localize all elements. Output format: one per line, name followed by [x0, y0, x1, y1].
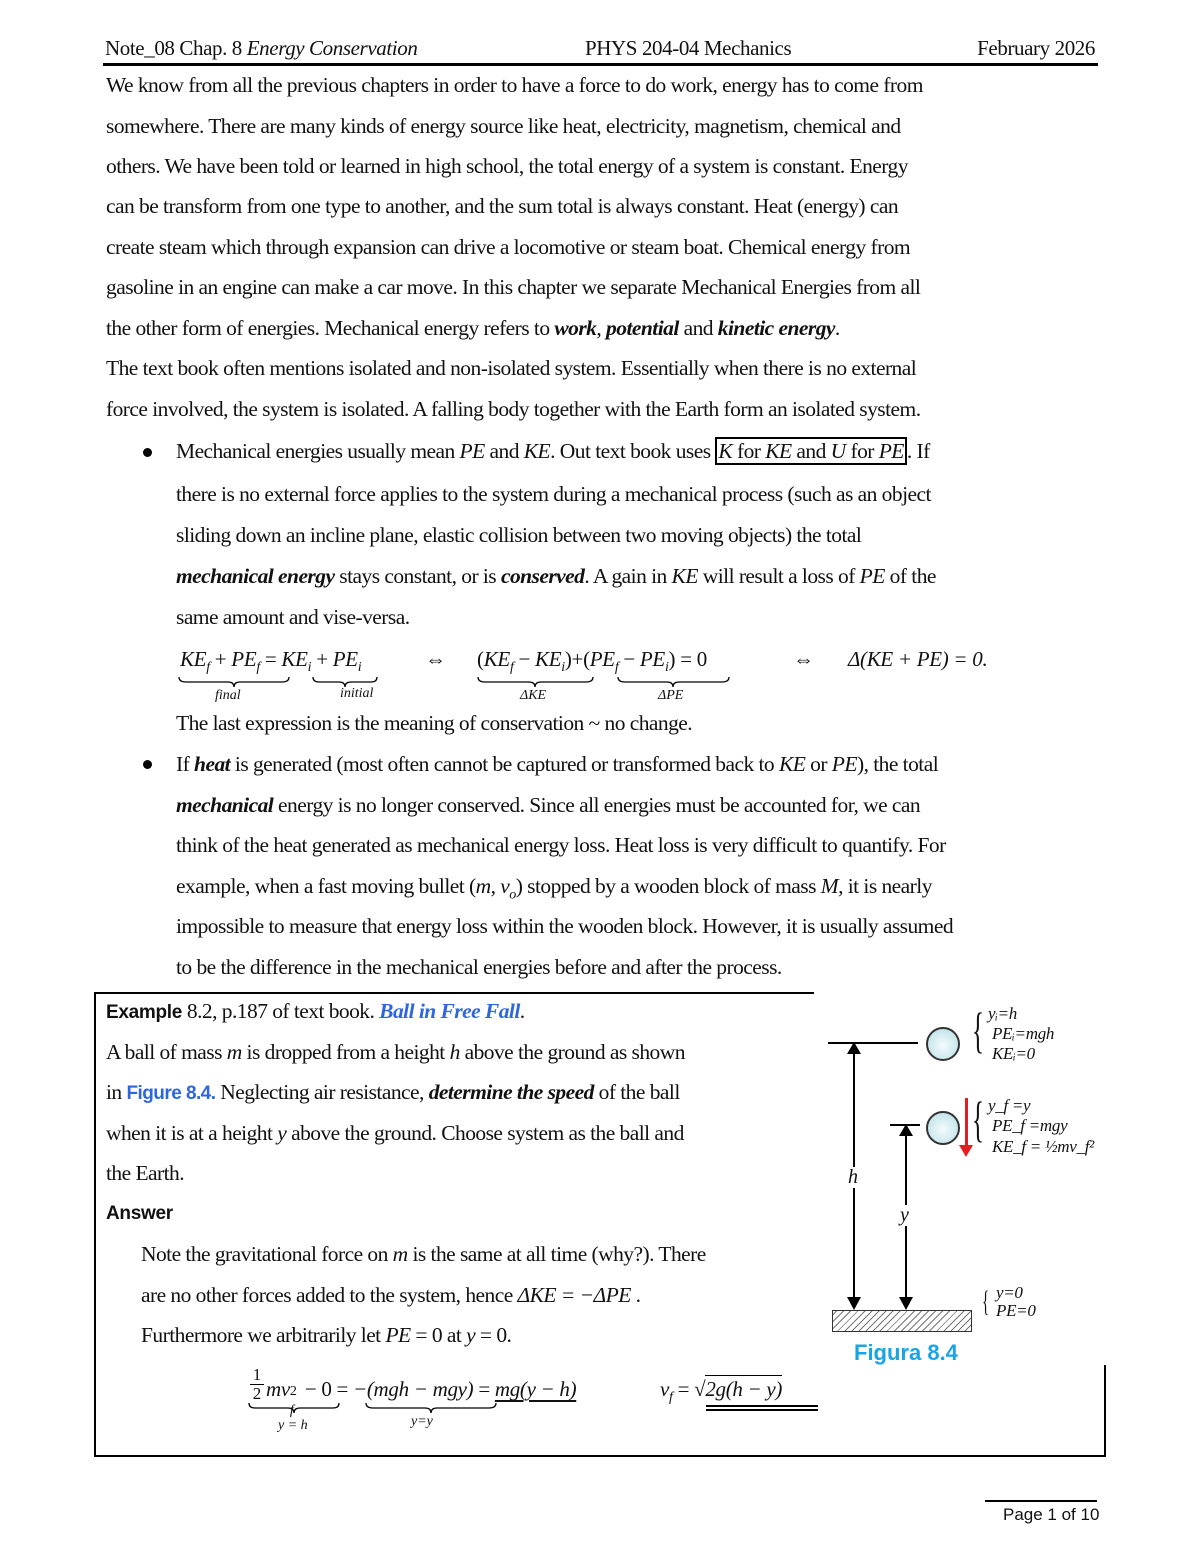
symbol-m: m [392, 1242, 408, 1266]
notation-box [715, 437, 907, 465]
sub: f [256, 660, 260, 676]
initial-pe-label: PEᵢ=mgh [992, 1024, 1055, 1043]
emphasis-determine-speed: determine the speed [428, 1080, 594, 1104]
double-underline [706, 1409, 818, 1411]
symbol-pe: PE [385, 1323, 411, 1347]
example-line-4: the Earth. [106, 1161, 185, 1185]
header-note-label: Note_08 Chap. 8 [105, 36, 247, 60]
text: is dropped from a height [241, 1040, 450, 1064]
text: are no other forces added to the system, hence [141, 1283, 518, 1307]
text: . Out text book uses [550, 439, 716, 463]
sub: i [307, 660, 312, 676]
underbrace-icon [617, 676, 730, 688]
example-topic: Ball in Free Fall [379, 999, 520, 1023]
text: Furthermore we arbitrarily let [141, 1323, 386, 1347]
eq-delta-sum: $(KE_f - KE_i)+(PE_f - PE_i) = 0$ [477, 647, 707, 676]
op: − 0 = [299, 1377, 353, 1401]
intro-line-3: others. We have been told or learned in high school, the total energy of a system is constant. Energy [106, 154, 908, 178]
brace-icon: { [972, 1091, 984, 1147]
conservation-note: The last expression is the meaning of conservation ~ no change. [176, 711, 693, 735]
example-box-bottom-border [94, 1455, 1106, 1457]
underbrace-icon [477, 676, 594, 688]
header-left [105, 36, 417, 61]
op: = [672, 1377, 695, 1401]
underbrace-icon [365, 1402, 497, 1414]
text: above the ground as shown [459, 1040, 685, 1064]
y-label: y [900, 1204, 909, 1226]
fall-arrow-shaft [965, 1098, 968, 1148]
intro-line-5: create steam which through expansion can drive a locomotive or steam boat. Chemical energy from [106, 235, 911, 259]
label-yi-h [278, 1418, 308, 1434]
denominator: 2 [250, 1384, 264, 1403]
intro-line-8: The text book often mentions isolated and non-isolated system. Essentially when there is no external [106, 356, 917, 380]
symbol-y: y [466, 1323, 476, 1347]
answer-line-3 [141, 1322, 511, 1348]
bullet2-line-6: to be the difference in the mechanical energies before and after the process. [176, 955, 782, 979]
example-box-left-border [94, 992, 96, 1457]
emphasis-work: work [554, 316, 597, 340]
arrow-down-icon [847, 1297, 861, 1310]
text: . If [906, 439, 930, 463]
symbol-pe: PE [459, 439, 485, 463]
arrow-up-icon [847, 1042, 861, 1054]
bullet2-line-1 [176, 751, 938, 777]
emphasis-kinetic-energy: kinetic energy [717, 316, 835, 340]
text: energy is no longer conserved. Since all energies must be accounted for, we can [273, 793, 921, 817]
figure-reference-link[interactable]: Figure 8.4. [126, 1083, 216, 1104]
ball-initial [926, 1027, 960, 1061]
text: for [845, 439, 879, 463]
symbol-pe: PE [831, 752, 857, 776]
text: 8.2, p.187 of text book. [182, 999, 380, 1023]
sym: PE [231, 647, 257, 671]
op: + [209, 647, 232, 671]
brace-icon: { [972, 1002, 984, 1058]
bullet2-line-3: think of the heat generated as mechanical energy loss. Heat loss is very difficult to quantify. For [176, 833, 946, 857]
middle-expr: −(mgh − mgy) [352, 1377, 474, 1401]
sym: KE [483, 647, 510, 671]
sym: KE [180, 647, 207, 671]
sym: KE [535, 647, 562, 671]
symbol-h: h [449, 1040, 460, 1064]
symbol-M: M, [820, 874, 843, 898]
bullet-icon [143, 760, 152, 769]
example-line-2 [106, 1079, 680, 1107]
header-date: February 2026 [977, 36, 1095, 60]
emphasis-potential: potential [606, 316, 679, 340]
footer-rule [985, 1500, 1097, 1502]
bullet1-line-2: there is no external force applies to the system during a mechanical process (such as an object [176, 482, 931, 506]
text: and [484, 439, 524, 463]
text: . [630, 1283, 641, 1307]
sym: mv [266, 1377, 290, 1401]
sub: i [561, 660, 565, 676]
sub: f [509, 660, 514, 676]
text: stays constant, or is [334, 564, 501, 588]
text: ), the total [856, 752, 939, 776]
example-box-top-border [94, 992, 814, 994]
text: the other form of energies. Mechanical energy refers to [106, 316, 555, 340]
intro-line-4: can be transform from one type to another, and the sum total is always constant. Heat (energy) can [106, 194, 899, 218]
label-delta-pe: ΔPE [658, 688, 684, 703]
page-number: Page 1 of 10 [1003, 1505, 1100, 1524]
emphasis-conserved: conserved [500, 564, 585, 588]
underbrace-icon [248, 1402, 340, 1414]
text: . [519, 999, 525, 1023]
text: ) stopped by a wooden block of mass [515, 874, 821, 898]
initial-ke-label: KEᵢ=0 [992, 1044, 1035, 1063]
fraction-half [250, 1366, 264, 1403]
text: it is nearly [842, 874, 932, 898]
text: y = h [278, 1418, 308, 1433]
h-label: h [848, 1166, 858, 1188]
example-line-3 [106, 1120, 684, 1146]
ground-pe-label: PE=0 [996, 1301, 1036, 1320]
sup: 2 [289, 1384, 297, 1399]
double-underline [706, 1405, 818, 1407]
brace-icon: { [982, 1285, 990, 1318]
text: Mechanical energies usually mean [176, 439, 460, 463]
text: = 0 at [410, 1323, 467, 1347]
symbol-ke: KE [523, 439, 551, 463]
op: = [473, 1377, 495, 1401]
text: or [805, 752, 832, 776]
text: Note the gravitational force on [141, 1242, 393, 1266]
eq-left [266, 1377, 577, 1418]
example-title [106, 998, 525, 1026]
example-line-1 [106, 1039, 685, 1065]
symbol-pe: PE [859, 564, 885, 588]
text: of the ball [593, 1080, 680, 1104]
bullet1-line-4 [176, 563, 936, 589]
example-box-right-border [1104, 1365, 1106, 1457]
header-course: PHYS 204-04 Mechanics [585, 36, 792, 60]
sub: i [664, 660, 669, 676]
sym: v [660, 1377, 670, 1401]
iff-symbol: ⇔ [793, 647, 814, 671]
label-y-y: y=y [411, 1414, 433, 1429]
text: is generated (most often cannot be captured or transformed back to [230, 752, 779, 776]
bullet1-line-5: same amount and vise-versa. [176, 605, 410, 629]
iff-symbol: ⇔ [425, 647, 446, 671]
figure-8-4 [820, 995, 1110, 1375]
text: in [106, 1080, 127, 1104]
sub: f [289, 1403, 294, 1418]
sqrt-content: 2g(h − y) [705, 1377, 783, 1401]
header-chapter-title: Energy Conservation [246, 36, 418, 60]
text: . [834, 316, 840, 340]
symbol-m-v: m, v [475, 874, 510, 898]
example-label: Example [106, 1002, 183, 1023]
text: of the [884, 564, 936, 588]
final-y-label: y_f =y [988, 1096, 1031, 1115]
answer-label: Answer [106, 1203, 173, 1224]
equation-delta-ke: ΔKE = −ΔPE [517, 1283, 631, 1307]
bullet-icon [143, 448, 152, 457]
symbol-u: U [830, 439, 846, 463]
intro-line-9: force involved, the system is isolated. A falling body together with the Earth form an isolated system. [106, 397, 921, 421]
sym: PE [639, 647, 665, 671]
final-pe-label: PE_f =mgy [992, 1116, 1068, 1135]
ground-hatched [832, 1310, 972, 1332]
symbol-ke: KE [671, 564, 698, 588]
page-header [105, 36, 1095, 64]
arrow-down-icon [959, 1145, 973, 1157]
ball-final [926, 1111, 960, 1145]
text: when it is at a height [106, 1121, 278, 1145]
figure-caption: Figura 8.4 [854, 1340, 958, 1365]
text: , [596, 316, 607, 340]
sqrt-icon: √ [694, 1377, 706, 1401]
bullet2-line-4 [176, 873, 932, 908]
label-final: final [215, 688, 241, 703]
text: = 0. [475, 1323, 512, 1347]
bullet2-line-2 [176, 792, 920, 818]
symbol-m: m [226, 1040, 242, 1064]
sym: PE [332, 647, 358, 671]
bullet1-line-1 [176, 438, 930, 464]
label-delta-ke: ΔKE [520, 688, 547, 703]
text: . A gain in [584, 564, 672, 588]
text: example, when a fast moving bullet ( [176, 874, 476, 898]
sub: i [357, 660, 362, 676]
text: for [732, 439, 766, 463]
ground-y-label: y=0 [996, 1283, 1023, 1302]
arrow-up-icon [899, 1124, 913, 1136]
text: and [678, 316, 718, 340]
text: If [176, 752, 195, 776]
text: and [791, 439, 831, 463]
initial-y-label: yᵢ=h [988, 1004, 1018, 1023]
numerator: 1 [252, 1365, 262, 1384]
final-ke-label: KE_f = ½mv_f² [992, 1137, 1094, 1156]
height-h-line [828, 1042, 918, 1044]
text: is the same at all time (why?). There [407, 1242, 706, 1266]
text: above the ground. Choose system as the ball and [286, 1121, 684, 1145]
text: A ball of mass [106, 1040, 227, 1064]
text: will result a loss of [697, 564, 860, 588]
op: = [259, 647, 282, 671]
sub: f [614, 660, 619, 676]
sub: o [509, 887, 516, 903]
text: Neglecting air resistance, [215, 1080, 429, 1104]
label-initial: initial [340, 686, 374, 701]
symbol-ke: KE [778, 752, 806, 776]
sub: f [206, 660, 210, 676]
header-rule [103, 63, 1098, 66]
emphasis-heat: heat [194, 752, 231, 776]
emphasis-mechanical: mechanical [176, 793, 274, 817]
arrow-down-icon [899, 1297, 913, 1310]
intro-line-6: gasoline in an engine can make a car move. In this chapter we separate Mechanical Energies from all [106, 275, 921, 299]
emphasis-mechanical-energy: mechanical energy [176, 564, 335, 588]
sym: KE [281, 647, 308, 671]
symbol-pe: PE [878, 439, 904, 463]
intro-line-7 [106, 315, 840, 341]
op: + [311, 647, 333, 671]
sub: f [669, 1390, 673, 1406]
intro-line-2: somewhere. There are many kinds of energy source like heat, electricity, magnetism, chemical and [106, 114, 901, 138]
intro-line-1: We know from all the previous chapters in order to have a force to do work, energy has to come from [106, 73, 923, 97]
symbol-k: K [718, 439, 733, 463]
symbol-ke: KE [765, 439, 792, 463]
op: = 0 [675, 647, 707, 671]
eq-delta-total: Δ(KE + PE) = 0. [848, 647, 988, 671]
underbrace-icon [178, 676, 290, 688]
eq-final-sum [180, 647, 361, 676]
sym: PE [589, 647, 615, 671]
bullet1-line-3: sliding down an incline plane, elastic collision between two moving objects) the total [176, 523, 862, 547]
result-expr: mg(y − h) [494, 1377, 577, 1401]
answer-line-1 [141, 1241, 706, 1267]
bullet2-line-5: impossible to measure that energy loss within the wooden block. However, it is usually assumed [176, 914, 954, 938]
eq-vf [660, 1377, 782, 1406]
symbol-y: y [277, 1121, 287, 1145]
answer-line-2 [141, 1282, 640, 1308]
